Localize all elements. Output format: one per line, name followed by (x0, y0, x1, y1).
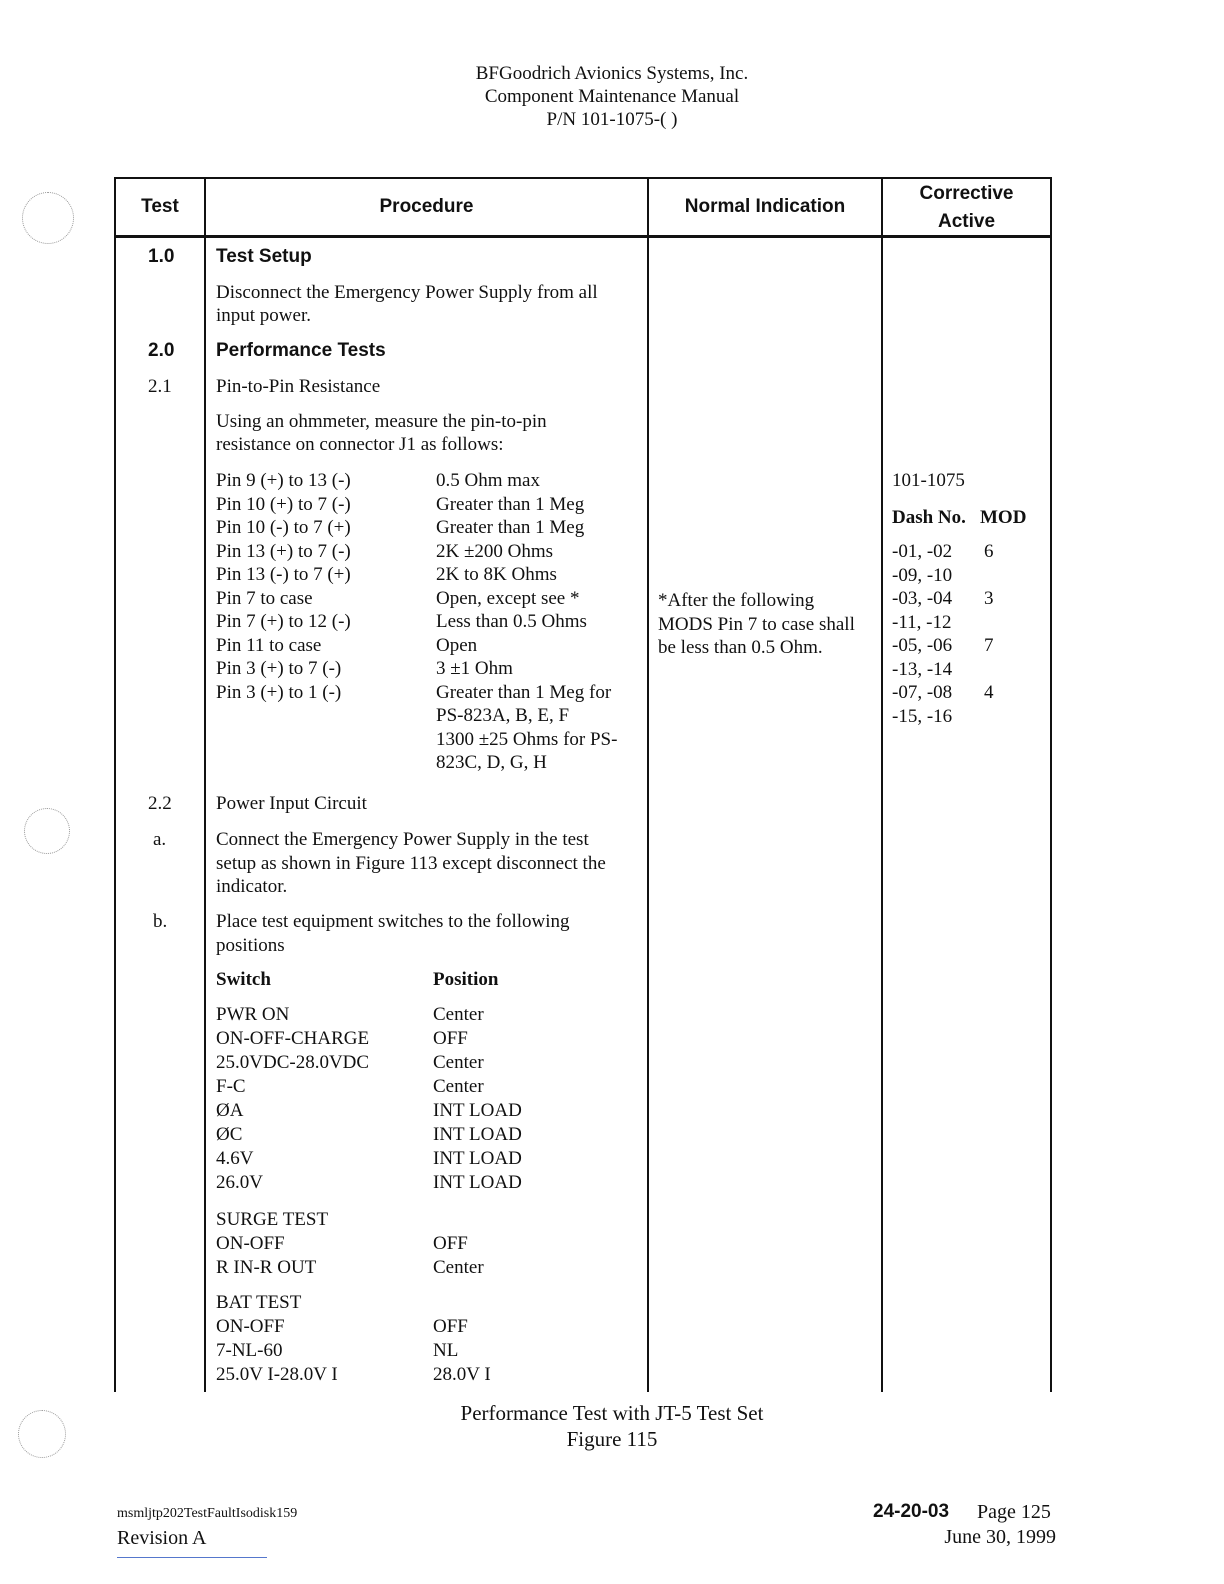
corrective-dash-header: Dash No. (892, 507, 966, 528)
text-line: Connect the Emergency Power Supply in the test (216, 829, 589, 850)
list-item (216, 1147, 636, 1171)
pin-value: Less than 0.5 Ohms (436, 611, 587, 632)
corrective-model: 101-1075 (892, 470, 965, 491)
list-item (216, 563, 636, 587)
pin-value: Open (436, 634, 478, 656)
list-item (216, 1123, 636, 1147)
switch-position: INT LOAD (433, 1100, 522, 1121)
pin-value: Greater than 1 Meg (436, 517, 585, 538)
pin-label: Pin 10 (-) to 7 (+) (216, 517, 351, 538)
list-item (892, 705, 1042, 729)
list-item (892, 681, 1042, 705)
switch-name: 7-NL-60 (216, 1340, 283, 1361)
list-item (216, 469, 636, 493)
switch-list (216, 1208, 636, 1280)
procedure-text (216, 910, 570, 957)
corrective-list (892, 540, 1042, 728)
list-item (892, 587, 1042, 611)
text-line: setup as shown in Figure 113 except disconnect the (216, 852, 606, 874)
note-line: *After the following (658, 590, 815, 611)
switch-list (216, 1291, 636, 1387)
list-item (216, 1291, 636, 1315)
list-item (216, 587, 636, 611)
column-header-procedure: Procedure (379, 196, 474, 217)
list-item (216, 1051, 636, 1075)
note-line: be less than 0.5 Ohm. (658, 637, 823, 658)
text-line: positions (216, 934, 285, 956)
section-title: Power Input Circuit (216, 793, 367, 814)
list-item (216, 1075, 636, 1099)
pin-value: Greater than 1 Meg (436, 493, 585, 515)
mod-number: 4 (984, 682, 994, 703)
switch-name: R IN-R OUT (216, 1257, 317, 1278)
dash-number: -05, -06 (892, 635, 953, 656)
pin-label: Pin 13 (-) to 7 (+) (216, 564, 351, 585)
switch-name: 26.0V (216, 1172, 263, 1193)
pin-label: Pin 10 (+) to 7 (-) (216, 493, 351, 515)
procedure-text: Using an ohmmeter, measure the pin-to-pin (216, 411, 547, 432)
table-divider (647, 177, 649, 1392)
switch-position: INT LOAD (433, 1172, 522, 1193)
list-item (216, 493, 636, 517)
list-item (216, 1363, 636, 1387)
part-number: P/N 101-1075-( ) (546, 109, 678, 130)
list-item (216, 1339, 636, 1363)
step-letter: b. (153, 911, 168, 932)
switch-name: ON-OFF (216, 1316, 285, 1337)
step-number: 1.0 (148, 246, 175, 267)
switch-position: NL (433, 1340, 459, 1361)
pin-value-continued: 823C, D, G, H (436, 752, 547, 773)
switch-name: 25.0VDC-28.0VDC (216, 1052, 370, 1073)
step-number: 2.2 (148, 793, 172, 814)
dash-number: -15, -16 (892, 705, 953, 727)
procedure-text: Disconnect the Emergency Power Supply from all (216, 282, 598, 303)
list-item (216, 1232, 636, 1256)
pin-value: 2K to 8K Ohms (436, 564, 557, 585)
switch-name: ØC (216, 1124, 243, 1145)
column-header-test: Test (141, 196, 179, 217)
switch-name: 4.6V (216, 1148, 254, 1169)
list-item (216, 634, 636, 658)
switch-name: PWR ON (216, 1004, 290, 1025)
dash-number: -03, -04 (892, 588, 953, 609)
dash-number: -07, -08 (892, 682, 953, 703)
pin-resistance-list (216, 469, 636, 775)
switch-name: BAT TEST (216, 1292, 302, 1313)
manual-title: Component Maintenance Manual (484, 86, 740, 107)
pin-value-continued: 1300 ±25 Ohms for PS- (436, 728, 618, 750)
mod-number: 7 (984, 635, 994, 656)
footer-doc-number: 24-20-03 (873, 1501, 950, 1522)
table-header-rule (114, 235, 1052, 238)
switch-name: ON-OFF-CHARGE (216, 1028, 370, 1049)
switch-name: ON-OFF (216, 1233, 285, 1254)
switch-position: Center (433, 1076, 484, 1097)
footer-revision: Revision A (117, 1527, 207, 1549)
list-item (216, 681, 636, 705)
list-item (892, 658, 1042, 682)
switch-position: OFF (433, 1316, 468, 1337)
list-item (216, 657, 636, 681)
list-item (892, 540, 1042, 564)
corrective-mod-header: MOD (980, 507, 1027, 528)
pin-label: Pin 3 (+) to 1 (-) (216, 681, 342, 703)
switch-position: OFF (433, 1028, 468, 1049)
list-item (216, 1256, 636, 1280)
footer-page-number: Page 125 (977, 1501, 1051, 1523)
list-item (216, 1099, 636, 1123)
table-divider (204, 177, 206, 1392)
text-line: indicator. (216, 876, 288, 897)
switch-position: Center (433, 1004, 484, 1025)
switch-name: 25.0V I-28.0V I (216, 1364, 338, 1385)
figure-caption: Performance Test with JT-5 Test Set (460, 1401, 764, 1425)
note-line: MODS Pin 7 to case shall (658, 613, 855, 635)
mod-number: 3 (984, 588, 994, 609)
pin-value: 0.5 Ohm max (436, 470, 540, 491)
switch-position: INT LOAD (433, 1124, 522, 1145)
switch-position: INT LOAD (433, 1148, 522, 1169)
procedure-text: resistance on connector J1 as follows: (216, 434, 504, 455)
footer-underline (117, 1557, 267, 1558)
list-item (216, 1315, 636, 1339)
table-top-rule (114, 177, 1052, 179)
switch-position: Center (433, 1257, 484, 1278)
mod-number: 6 (984, 541, 994, 562)
step-number: 2.1 (148, 376, 172, 397)
punch-hole-mark (22, 192, 74, 244)
list-item (216, 728, 636, 752)
list-item (216, 704, 636, 728)
pin-label: Pin 3 (+) to 7 (-) (216, 658, 342, 679)
column-header-normal-indication: Normal Indication (684, 196, 846, 217)
list-item (216, 610, 636, 634)
switch-name: ØA (216, 1100, 244, 1121)
pin-value: Open, except see * (436, 587, 580, 609)
pin-value-continued: PS-823A, B, E, F (436, 705, 570, 726)
dash-number: -09, -10 (892, 564, 953, 586)
pin-value: 3 ±1 Ohm (436, 658, 513, 679)
section-title: Performance Tests (216, 340, 386, 361)
list-item (216, 1208, 636, 1232)
switch-position: Center (433, 1052, 484, 1073)
table-divider (881, 177, 883, 1392)
list-item (216, 540, 636, 564)
list-item (216, 751, 636, 775)
list-item (892, 564, 1042, 588)
list-item (216, 1171, 636, 1195)
pin-label: Pin 7 to case (216, 587, 313, 609)
switch-position: 28.0V I (433, 1364, 491, 1385)
procedure-text (216, 828, 606, 899)
pin-label: Pin 11 to case (216, 634, 322, 656)
position-column-header: Position (433, 969, 499, 990)
footer-date: June 30, 1999 (944, 1526, 1056, 1548)
footer-file-name: msmljtp202TestFaultIsodisk159 (117, 1506, 298, 1521)
pin-value: 2K ±200 Ohms (436, 540, 554, 562)
pin-label: Pin 9 (+) to 13 (-) (216, 470, 351, 491)
list-item (216, 1027, 636, 1051)
table-divider (114, 177, 116, 1392)
switch-position: OFF (433, 1233, 468, 1254)
procedure-text: input power. (216, 305, 311, 326)
pin-label: Pin 7 (+) to 12 (-) (216, 611, 351, 632)
list-item (892, 634, 1042, 658)
dash-number: -01, -02 (892, 541, 953, 562)
figure-number: Figure 115 (566, 1427, 658, 1451)
switch-name: F-C (216, 1076, 246, 1097)
section-title: Pin-to-Pin Resistance (216, 376, 381, 397)
table-divider (1050, 177, 1052, 1392)
section-title: Test Setup (216, 246, 312, 267)
dash-number: -11, -12 (892, 611, 952, 633)
pin-value: Greater than 1 Meg for (436, 681, 612, 703)
list-item (892, 611, 1042, 635)
step-letter: a. (153, 829, 167, 850)
text-line: Place test equipment switches to the following (216, 911, 570, 932)
list-item (216, 516, 636, 540)
column-header-active: Active (937, 211, 996, 232)
switch-name: SURGE TEST (216, 1209, 329, 1230)
list-item (216, 1003, 636, 1027)
step-number: 2.0 (148, 340, 175, 361)
dash-number: -13, -14 (892, 658, 953, 680)
normal-indication-note (658, 589, 855, 660)
switch-column-header: Switch (216, 969, 271, 990)
switch-list (216, 1003, 636, 1195)
company-name: BFGoodrich Avionics Systems, Inc. (475, 63, 749, 84)
punch-hole-mark (24, 808, 70, 854)
pin-label: Pin 13 (+) to 7 (-) (216, 540, 351, 562)
column-header-corrective: Corrective (919, 183, 1014, 204)
